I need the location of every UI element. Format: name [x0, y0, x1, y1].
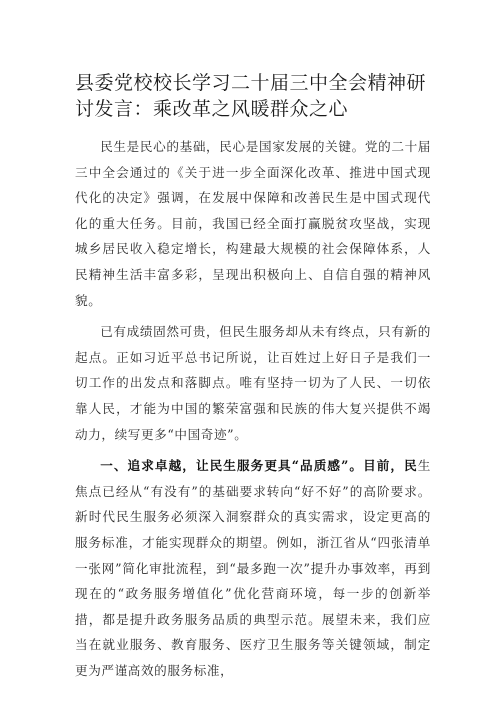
paragraph-3: [75, 453, 431, 683]
document-title: 县委党校校长学习二十届三中全会精神研讨发言：乘改革之风暖群众之心: [75, 72, 427, 120]
paragraph-3-text: 生焦点已经从“有没有”的基础要求转向“好不好”的高阶要求。新时代民生服务必须深入洞察群众的真实需求，设定更高的服务标准，才能实现群众的期望。例如，浙江省从“四张清单一张网”简化审批流程，到“最多跑一次”提升办事效率，再到现在的“政务服务增值化”优化营商环境，每一步的创新举措，都是提升政务服务品质的典型示范。展望未来，我们应当在就业服务、教育服务、医疗卫生服务等关键领域，制定更为严谨高效的服务标准，: [75, 458, 431, 678]
paragraph-2: [75, 319, 431, 447]
section-heading-1: 一、追求卓越，让民生服务更具“品质感”。目前，民: [100, 458, 418, 474]
paragraph-1-text: 民生是民心的基础，民心是国家发展的关键。党的二十届三中全会通过的《关于进一步全面深化改革、推进中国式现代化的决定》强调，在发展中保障和改善民生是中国式现代化的重大任务。目前，我国已经全面打赢脱贫攻坚战，实现城乡居民收入稳定增长，构建最大规模的社会保障体系，人民精神生活丰富多彩，呈现出积极向上、自信自强的精神风貌。: [75, 139, 431, 308]
paragraph-2-text: 已有成绩固然可贵，但民生服务却从未有终点，只有新的起点。正如习近平总书记所说，让百姓过上好日子是我们一切工作的出发点和落脚点。唯有坚持一切为了人民、一切依靠人民，才能为中国的繁荣富强和民族的伟大复兴提供不竭动力，续写更多“中国奇迹”。: [75, 324, 431, 442]
document-body: [75, 134, 431, 683]
paragraph-1: [75, 134, 431, 313]
